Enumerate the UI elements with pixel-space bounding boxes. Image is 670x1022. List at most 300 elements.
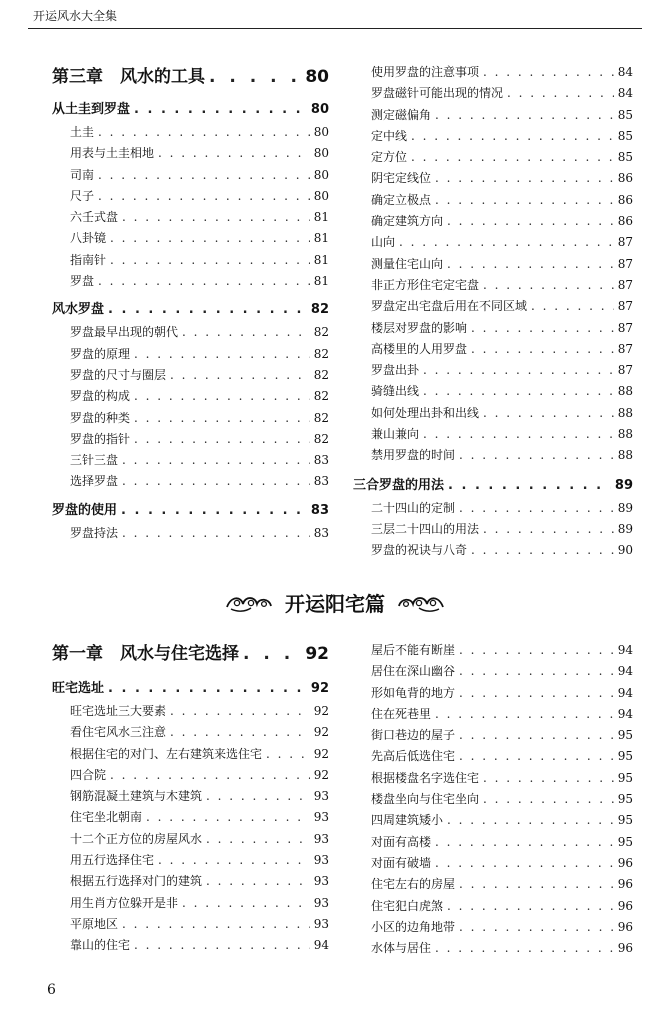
toc-entry-page: 93 — [313, 874, 329, 889]
toc-entry — [353, 704, 633, 725]
dot-leader — [110, 250, 310, 271]
toc-entry-title: 旺宅选址三大要素 — [70, 704, 167, 718]
toc-entry — [353, 318, 633, 339]
toc-entry-page: 83 — [313, 525, 329, 540]
toc-entry-title: 罗盘的构成 — [70, 389, 131, 404]
running-title: 开运风水大全集 — [33, 9, 118, 23]
toc-entry-title: 三合罗盘的用法 — [353, 477, 445, 493]
toc-entry-title: 对面有高楼 — [371, 834, 432, 849]
dot-leader — [459, 445, 614, 466]
toc-entry-title: 形如龟背的地方 — [371, 685, 456, 700]
toc-entry-title: 用表与土圭相地 — [70, 146, 155, 161]
toc-entry-title: 尺子 — [70, 188, 95, 203]
toc-entry — [353, 147, 633, 168]
toc-entry-page: 85 — [617, 128, 633, 143]
toc-entry-page: 80 — [313, 125, 329, 139]
toc-entry-page: 90 — [617, 543, 633, 558]
toc-entry-title: 阴宅定线位 — [371, 171, 432, 186]
toc-entry-title: 罗盘最早出现的朝代 — [70, 325, 179, 340]
toc-entry-title: 兼山兼向 — [371, 427, 420, 442]
part-title: 开运阳宅篇 — [285, 592, 385, 616]
toc-entry-page: 83 — [310, 502, 329, 518]
dot-leader — [98, 122, 310, 143]
toc-entry — [353, 832, 633, 853]
toc-entry-title: 罗盘出卦 — [371, 363, 420, 378]
toc-entry — [353, 296, 633, 317]
toc-entry-title: 司南 — [70, 167, 95, 182]
toc-entry-title: 如何处理出卦和出线 — [371, 405, 480, 420]
dot-leader — [423, 360, 614, 381]
toc-entry-title: 街口巷边的屋子 — [371, 728, 456, 743]
toc-entry-page: 87 — [617, 235, 633, 250]
toc-entry — [353, 917, 633, 938]
toc-entry-title: 测量住宅山向 — [371, 256, 444, 271]
toc-entry-title: 高楼里的人用罗盘 — [371, 341, 468, 356]
cloud-ornament-right-icon — [397, 592, 445, 614]
toc-entry-page: 80 — [313, 167, 329, 182]
toc-entry-title: 屋后不能有断崖 — [371, 643, 456, 657]
dot-leader — [134, 386, 310, 407]
toc-entry-page: 92 — [313, 767, 329, 782]
toc-entry-title: 风水罗盘 — [52, 302, 105, 318]
toc-entry-page: 82 — [313, 389, 329, 404]
toc-entry — [353, 254, 633, 275]
toc-entry-title: 罗盘磁针可能出现的情况 — [371, 86, 504, 101]
toc-entry-page: 92 — [305, 644, 329, 664]
toc-entry-page: 86 — [617, 214, 633, 229]
toc-entry-page: 94 — [617, 706, 633, 721]
toc-entry — [52, 765, 329, 786]
dot-leader — [411, 147, 614, 168]
toc-entry-title: 用生肖方位躲开是非 — [70, 895, 179, 910]
dot-leader — [134, 429, 310, 450]
toc-entry — [52, 429, 329, 450]
toc-entry-page: 95 — [617, 834, 633, 849]
dot-leader — [483, 403, 614, 424]
toc-entry — [52, 701, 329, 722]
toc-entry — [52, 744, 329, 765]
toc-chapter — [52, 643, 329, 665]
dot-leader — [170, 701, 310, 722]
dot-leader — [158, 143, 310, 164]
toc-entry-page: 81 — [313, 274, 329, 289]
dot-leader — [447, 211, 614, 232]
dot-leader — [206, 871, 310, 892]
toc-entry-title: 看住宅风水三注意 — [70, 725, 167, 740]
toc-entry — [353, 789, 633, 810]
toc-entry-title: 住宅犯白虎煞 — [371, 898, 444, 913]
dot-leader — [459, 917, 614, 938]
dot-leader — [98, 271, 310, 292]
toc-entry-title: 二十四山的定制 — [371, 500, 456, 515]
toc-entry — [353, 83, 633, 104]
toc-entry-title: 罗盘的指针 — [70, 431, 131, 446]
toc-entry-page: 95 — [617, 813, 633, 828]
toc-entry-page: 82 — [313, 325, 329, 340]
toc-entry-title: 根据五行选择对门的建筑 — [70, 874, 203, 889]
toc-entry-title: 禁用罗盘的时间 — [371, 448, 456, 463]
toc-entry-page: 89 — [617, 521, 633, 536]
toc-entry-page: 81 — [313, 231, 329, 246]
toc-entry-title: 罗盘的尺寸与圈层 — [70, 367, 167, 382]
toc-entry-page: 82 — [313, 367, 329, 382]
dot-leader — [459, 640, 614, 661]
dot-leader — [108, 679, 307, 699]
toc-entry — [353, 105, 633, 126]
toc-entry-title: 十二个正方位的房屋风水 — [70, 831, 203, 846]
toc-entry-title: 选择罗盘 — [70, 474, 119, 489]
toc-entry — [353, 339, 633, 360]
toc-entry-title: 住宅左右的房屋 — [371, 877, 456, 892]
dot-leader — [483, 519, 614, 540]
toc-entry-page: 94 — [617, 664, 633, 679]
toc-entry-page: 80 — [313, 188, 329, 203]
dot-leader — [110, 765, 310, 786]
dot-leader — [110, 228, 310, 249]
dot-leader — [459, 683, 614, 704]
dot-leader — [121, 501, 307, 521]
toc-entry-title: 罗盘持法 — [70, 525, 119, 540]
toc-entry-title: 三针三盘 — [70, 453, 119, 468]
toc-entry-title: 住宅坐北朝南 — [70, 810, 143, 825]
toc-entry-page: 83 — [313, 474, 329, 489]
toc-entry — [52, 271, 329, 292]
toc-section — [52, 501, 329, 521]
toc-entry-title: 根据住宅的对门、左右建筑来选住宅 — [70, 746, 263, 761]
toc-entry — [353, 381, 633, 402]
dot-leader — [448, 476, 611, 496]
toc-entry-title: 定方位 — [371, 150, 408, 165]
dot-leader — [435, 938, 614, 959]
toc-entry — [52, 871, 329, 892]
toc-entry-title: 楼层对罗盘的影响 — [371, 320, 468, 335]
toc-entry-page: 95 — [617, 728, 633, 743]
dot-leader — [435, 168, 614, 189]
toc-entry-title: 罗盘的原理 — [70, 346, 131, 361]
toc-entry-page: 94 — [313, 938, 329, 953]
toc-entry-title: 罗盘的种类 — [70, 410, 131, 425]
dot-leader — [471, 540, 614, 561]
toc-entry-title: 从土圭到罗盘 — [52, 102, 131, 117]
dot-leader — [411, 126, 614, 147]
dot-leader — [435, 853, 614, 874]
dot-leader — [122, 471, 310, 492]
toc-entry-page: 87 — [617, 341, 633, 356]
dot-leader — [98, 165, 310, 186]
toc-entry-title: 钢筋混凝土建筑与木建筑 — [70, 789, 203, 804]
dot-leader — [182, 322, 310, 343]
dot-leader — [158, 850, 310, 871]
toc-entry-page: 93 — [313, 895, 329, 910]
toc-entry — [52, 786, 329, 807]
toc-entry-page: 80 — [310, 102, 329, 117]
toc-entry-page: 94 — [617, 685, 633, 700]
dot-leader — [423, 381, 614, 402]
dot-leader — [206, 829, 310, 850]
toc-section — [52, 679, 329, 699]
toc-entry-page: 96 — [617, 898, 633, 913]
toc-entry-page: 87 — [617, 363, 633, 378]
dot-leader — [459, 661, 614, 682]
toc-entry-page: 83 — [313, 453, 329, 468]
toc-entry-title: 测定磁偏角 — [371, 107, 432, 122]
dot-leader — [447, 810, 614, 831]
toc-entry — [353, 360, 633, 381]
dot-leader — [243, 643, 301, 665]
dot-leader — [435, 832, 614, 853]
toc-entry — [353, 810, 633, 831]
toc-entry — [353, 232, 633, 253]
toc-entry-page: 81 — [313, 252, 329, 267]
toc-entry-page: 89 — [614, 477, 633, 493]
toc-entry — [353, 768, 633, 789]
toc-entry-title: 水体与居住 — [371, 941, 432, 956]
toc-entry — [52, 165, 329, 186]
dot-leader — [134, 100, 307, 120]
toc-entry — [52, 523, 329, 544]
toc-entry-page: 82 — [313, 431, 329, 446]
toc-section — [52, 100, 329, 120]
toc-entry-page: 87 — [617, 256, 633, 271]
dot-leader — [531, 296, 614, 317]
toc-entry-page: 94 — [617, 643, 633, 657]
dot-leader — [471, 339, 614, 360]
toc-entry-title: 确定立极点 — [371, 192, 432, 207]
toc-entry — [52, 408, 329, 429]
toc-entry — [353, 661, 633, 682]
toc-entry-page: 82 — [313, 410, 329, 425]
toc-entry-page: 88 — [617, 384, 633, 399]
toc-entry-page: 87 — [617, 320, 633, 335]
dot-leader — [423, 424, 614, 445]
dot-leader — [483, 789, 614, 810]
dot-leader — [170, 365, 310, 386]
toc-entry-title: 罗盘的祝诀与八奇 — [371, 543, 468, 558]
toc-entry — [353, 211, 633, 232]
toc-entry — [353, 896, 633, 917]
toc-entry-title: 罗盘定出宅盘后用在不同区域 — [371, 299, 528, 314]
toc-entry — [52, 829, 329, 850]
toc-entry-title: 旺宅选址 — [52, 681, 105, 696]
toc-entry-title: 罗盘的使用 — [52, 502, 118, 518]
toc-entry — [353, 640, 633, 661]
toc-entry-page: 95 — [617, 792, 633, 807]
dot-leader — [483, 275, 614, 296]
toc-entry-page: 80 — [305, 67, 329, 87]
toc-entry — [353, 725, 633, 746]
toc-entry-title: 楼盘坐向与住宅坐向 — [371, 792, 480, 807]
toc-column-bottom-left — [52, 643, 329, 957]
toc-entry-title: 确定建筑方向 — [371, 214, 444, 229]
dot-leader — [435, 704, 614, 725]
dot-leader — [122, 914, 310, 935]
toc-entry — [353, 540, 633, 561]
toc-entry-page: 86 — [617, 192, 633, 207]
dot-leader — [134, 935, 310, 956]
dot-leader — [134, 344, 310, 365]
toc-entry-page: 88 — [617, 427, 633, 442]
dot-leader — [459, 498, 614, 519]
toc-entry — [353, 403, 633, 424]
toc-entry — [52, 386, 329, 407]
toc-entry — [52, 722, 329, 743]
toc-entry — [52, 893, 329, 914]
toc-entry — [52, 471, 329, 492]
toc-entry-title: 八卦镜 — [70, 231, 107, 246]
toc-entry-title: 四周建筑矮小 — [371, 813, 444, 828]
dot-leader — [483, 768, 614, 789]
toc-entry — [353, 519, 633, 540]
toc-entry — [353, 498, 633, 519]
dot-leader — [483, 62, 614, 83]
toc-entry-title: 定中线 — [371, 128, 408, 143]
toc-entry — [52, 250, 329, 271]
toc-entry — [52, 207, 329, 228]
dot-leader — [507, 83, 614, 104]
toc-entry-page: 95 — [617, 749, 633, 764]
dot-leader — [266, 744, 310, 765]
dot-leader — [182, 893, 310, 914]
toc-entry — [353, 874, 633, 895]
toc-entry-title: 住在死巷里 — [371, 706, 432, 721]
toc-entry-title: 土圭 — [70, 125, 95, 139]
toc-entry — [52, 322, 329, 343]
toc-entry-page: 81 — [313, 210, 329, 225]
toc-entry — [353, 424, 633, 445]
dot-leader — [122, 207, 310, 228]
dot-leader — [209, 66, 301, 88]
toc-entry-title: 先高后低选住宅 — [371, 749, 456, 764]
toc-entry-page: 88 — [617, 405, 633, 420]
toc-entry-title: 第一章 风水与住宅选择 — [52, 644, 239, 664]
toc-entry-page: 86 — [617, 171, 633, 186]
toc-entry-page: 84 — [617, 86, 633, 101]
toc-entry — [52, 914, 329, 935]
toc-entry — [52, 228, 329, 249]
dot-leader — [206, 786, 310, 807]
toc-entry — [52, 186, 329, 207]
toc-entry-page: 93 — [313, 916, 329, 931]
toc-entry-title: 罗盘 — [70, 274, 95, 289]
toc-entry-page: 82 — [313, 346, 329, 361]
toc-entry — [353, 683, 633, 704]
toc-section — [353, 476, 633, 496]
dot-leader — [435, 105, 614, 126]
toc-entry-page: 96 — [617, 877, 633, 892]
toc-chapter — [52, 66, 329, 88]
toc-entry — [353, 938, 633, 959]
toc-entry — [353, 445, 633, 466]
toc-entry-title: 平原地区 — [70, 916, 119, 931]
toc-entry-page: 92 — [313, 725, 329, 740]
toc-entry-title: 四合院 — [70, 767, 107, 782]
toc-entry-page: 93 — [313, 789, 329, 804]
toc-entry-page: 93 — [313, 831, 329, 846]
toc-entry — [353, 275, 633, 296]
header-rule — [28, 28, 642, 29]
cloud-ornament-left-icon — [225, 592, 273, 614]
toc-entry — [353, 62, 633, 83]
toc-entry-page: 84 — [617, 65, 633, 79]
toc-entry — [52, 143, 329, 164]
toc-entry-page: 80 — [313, 146, 329, 161]
toc-column-top-left — [52, 66, 329, 544]
dot-leader — [134, 408, 310, 429]
toc-entry-page: 96 — [617, 941, 633, 956]
toc-entry-title: 山向 — [371, 235, 396, 250]
toc-entry — [353, 168, 633, 189]
toc-entry-title: 第三章 风水的工具 — [52, 67, 205, 87]
toc-entry — [52, 450, 329, 471]
toc-entry-page: 85 — [617, 150, 633, 165]
part-heading — [0, 588, 670, 617]
toc-entry-title: 对面有破墙 — [371, 855, 432, 870]
toc-entry-page: 92 — [310, 681, 329, 696]
page-number: 6 — [47, 982, 56, 998]
toc-entry-page: 85 — [617, 107, 633, 122]
toc-entry-title: 使用罗盘的注意事项 — [371, 65, 480, 79]
toc-entry — [52, 807, 329, 828]
toc-entry-page: 92 — [313, 746, 329, 761]
toc-entry-page: 96 — [617, 855, 633, 870]
toc-entry-page: 89 — [617, 500, 633, 515]
dot-leader — [435, 190, 614, 211]
dot-leader — [122, 523, 310, 544]
toc-entry — [52, 344, 329, 365]
toc-entry-page: 82 — [310, 302, 329, 318]
toc-entry — [52, 935, 329, 956]
dot-leader — [447, 896, 614, 917]
toc-entry-title: 居住在深山幽谷 — [371, 664, 456, 679]
toc-entry-title: 三层二十四山的用法 — [371, 521, 480, 536]
toc-column-top-right — [353, 62, 633, 562]
toc-entry-page: 93 — [313, 810, 329, 825]
toc-entry-title: 非正方形住宅定宅盘 — [371, 277, 480, 292]
toc-entry-title: 靠山的住宅 — [70, 938, 131, 953]
dot-leader — [108, 300, 307, 320]
toc-entry-title: 小区的边角地带 — [371, 919, 456, 934]
toc-entry-page: 87 — [617, 299, 633, 314]
dot-leader — [459, 725, 614, 746]
dot-leader — [447, 254, 614, 275]
toc-entry — [52, 850, 329, 871]
toc-entry-page: 88 — [617, 448, 633, 463]
toc-section — [52, 300, 329, 320]
toc-entry — [353, 746, 633, 767]
toc-column-bottom-right — [353, 640, 633, 959]
dot-leader — [471, 318, 614, 339]
toc-entry-page: 95 — [617, 770, 633, 785]
dot-leader — [459, 746, 614, 767]
toc-entry — [353, 190, 633, 211]
toc-entry-page: 93 — [313, 853, 329, 868]
dot-leader — [122, 450, 310, 471]
toc-entry-title: 根据楼盘名字选住宅 — [371, 770, 480, 785]
toc-entry — [353, 126, 633, 147]
dot-leader — [98, 186, 310, 207]
toc-entry-title: 指南针 — [70, 252, 107, 267]
toc-entry-title: 用五行选择住宅 — [70, 853, 155, 868]
toc-entry-title: 六壬式盘 — [70, 210, 119, 225]
toc-entry-page: 92 — [313, 704, 329, 718]
toc-entry — [353, 853, 633, 874]
toc-entry-title: 骑缝出线 — [371, 384, 420, 399]
dot-leader — [459, 874, 614, 895]
toc-entry — [52, 122, 329, 143]
dot-leader — [146, 807, 310, 828]
dot-leader — [399, 232, 614, 253]
dot-leader — [170, 722, 310, 743]
